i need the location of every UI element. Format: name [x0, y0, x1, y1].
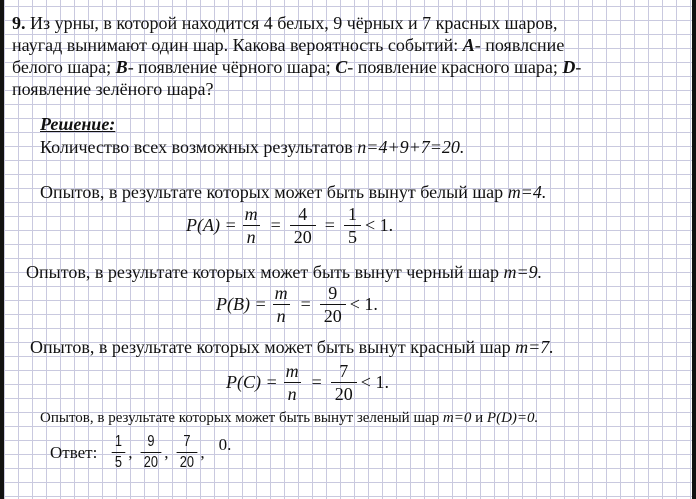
pb-frac-mn: $\frac{m}{n}$ [274, 283, 288, 326]
event-b-text: - появление чёрного шара; [127, 57, 331, 77]
pa-frac-mn: $\frac{m}{n}$ [244, 204, 258, 247]
answer-last: 0. [218, 434, 232, 454]
pa-frac-reduced: $\frac{1}{5}$ [344, 205, 361, 246]
total-outcomes-formula: n=4+9+7=20. [357, 137, 465, 157]
solution-heading: Решение: [40, 114, 116, 134]
problem-number: 9. [12, 13, 26, 33]
pc-tail: < 1. [360, 372, 389, 392]
answer-label: Ответ: [50, 442, 98, 462]
answer-frac-1: $\frac{1}{5}$ [112, 434, 126, 471]
problem-line-2 [12, 34, 564, 56]
event-b-line [26, 261, 542, 283]
event-d-dash: - [575, 57, 582, 77]
event-b-label: B [115, 57, 128, 77]
event-c-label: C [335, 57, 348, 77]
event-a-desc: Опытов, в результате которых может быть вынут белый шар [40, 182, 504, 202]
pc-frac-value: $\frac{7}{20}$ [331, 362, 357, 403]
problem-line-4 [12, 78, 214, 100]
event-d-and: и [475, 410, 484, 426]
pb-lhs: P(B) = [216, 294, 267, 314]
event-c-text: - появление красного шара; [347, 57, 558, 77]
problem-text-4: появление зелёного шара? [12, 79, 214, 99]
problem-text-2: наугад вынимают один шар. Какова вероятность событий: [12, 35, 459, 55]
event-d-line [40, 410, 538, 427]
total-outcomes-text: Количество всех возможных результатов [40, 137, 353, 157]
event-b-m: m=9. [503, 262, 543, 282]
problem-line-3 [12, 56, 581, 78]
pc-lhs: P(C) = [226, 372, 278, 392]
event-d-probability: P(D)=0. [486, 410, 539, 426]
formula-pb: P(B) = $\frac{m}{n}$ = $\frac{9}{20}$ < 1. [216, 283, 378, 326]
pa-lhs: P(A) = [186, 215, 237, 235]
pa-tail: < 1. [364, 215, 394, 235]
event-d-label: D [562, 57, 576, 77]
formula-pc: P(C) = $\frac{m}{n}$ = $\frac{7}{20}$ < 1. [226, 361, 389, 404]
event-d-m: m=0 [442, 410, 472, 426]
answer-frac-2: $\frac{9}{20}$ [140, 434, 161, 471]
formula-pa: P(A) = $\frac{m}{n}$ = $\frac{4}{20}$ = $\frac{1}{5}$ < 1. [186, 204, 394, 247]
event-d-desc: Опытов, в результате которых может быть вынут зеленый шар [40, 410, 440, 426]
event-a-label: A [462, 35, 475, 55]
event-c-line [30, 336, 554, 358]
total-outcomes-line [40, 136, 464, 158]
event-a-m: m=4. [507, 182, 547, 202]
problem-text-3: белого шара; [12, 57, 112, 77]
answer-line: Ответ: $\frac{1}{5}$ , $\frac{9}{20}$ , $\frac{7}{20}$ , 0. [50, 433, 232, 471]
event-a-line [40, 181, 546, 203]
pa-frac-value: $\frac{4}{20}$ [290, 205, 316, 246]
event-c-desc: Опытов, в результате которых может быть вынут красный шар [30, 337, 511, 357]
event-a-text: - появлсние [474, 35, 565, 55]
pc-frac-mn: $\frac{m}{n}$ [285, 361, 299, 404]
problem-text-1: Из урны, в которой находится 4 белых, 9 чёрных и 7 красных шаров, [30, 13, 558, 33]
pb-tail: < 1. [349, 294, 378, 314]
event-b-desc: Опытов, в результате которых может быть вынут черный шар [26, 262, 499, 282]
pb-frac-value: $\frac{9}{20}$ [320, 284, 346, 325]
answer-frac-3: $\frac{7}{20}$ [176, 434, 197, 471]
event-c-m: m=7. [515, 337, 554, 357]
problem-line-1 [12, 12, 557, 34]
